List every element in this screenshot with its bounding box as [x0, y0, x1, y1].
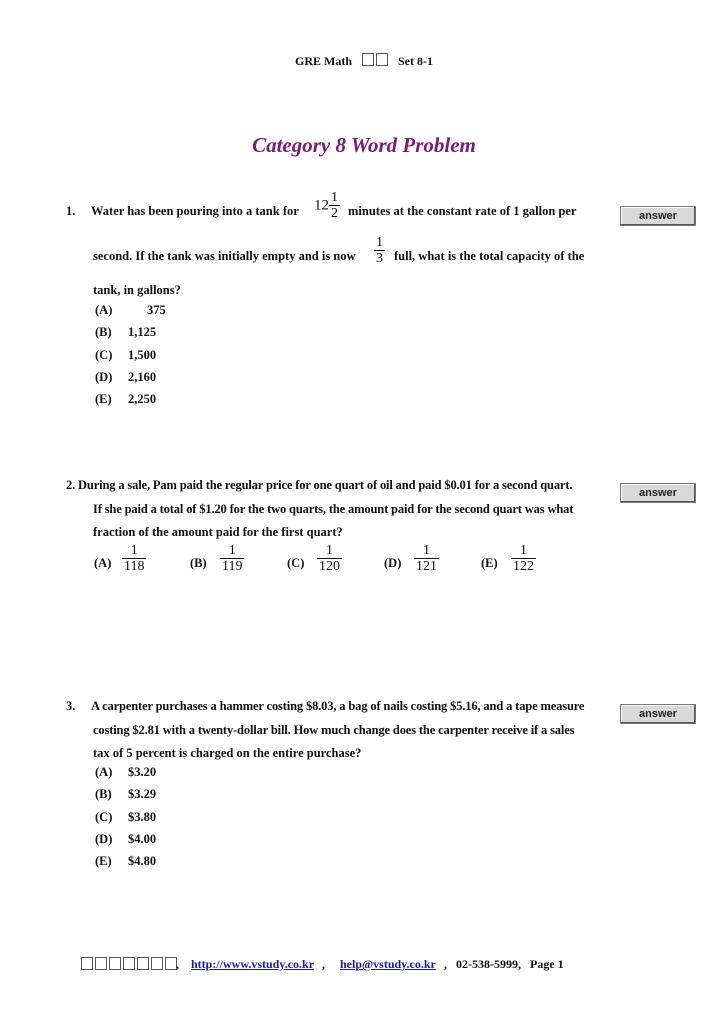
option-label: (D): [384, 556, 402, 570]
option-fraction: [414, 544, 439, 574]
option-label: (B): [95, 787, 112, 801]
option-label: (C): [287, 556, 305, 570]
header-prefix: GRE Math: [295, 54, 352, 68]
q3-line1: A carpenter purchases a hammer costing $8.03, a bag of nails costing $5.16, and a tape measure: [91, 699, 585, 713]
option-fraction: [511, 544, 536, 574]
option-num: 1: [520, 543, 527, 558]
q1-line1-end: minutes at the constant rate of 1 gallon per: [348, 204, 577, 218]
q2-line3: fraction of the amount paid for the first quart?: [93, 525, 343, 539]
option-value: $3.20: [128, 765, 157, 779]
option-label: (A): [95, 303, 113, 317]
q3-line3: tax of 5 percent is charged on the entire purchase?: [93, 746, 362, 760]
q1-frac-num: 1: [376, 235, 383, 250]
option-value: $3.80: [128, 810, 157, 824]
option-value: 1,125: [128, 325, 157, 339]
q2-line1: 2. During a sale, Pam paid the regular price for one quart of oil and paid $0.01 for a second quart.: [66, 478, 573, 492]
footer-separator: ,: [322, 957, 325, 971]
footer-phone-page: , 02-538-5999, Page 1: [444, 957, 564, 971]
q1-mixed-fraction: [329, 191, 340, 221]
option-label: (B): [190, 556, 207, 570]
q1-line2-end: full, what is the total capacity of the: [394, 249, 585, 263]
q3-number: 3.: [66, 699, 76, 713]
option-value: 2,160: [128, 370, 157, 384]
option-value: $4.00: [128, 832, 157, 846]
option-label: (D): [95, 370, 113, 384]
answer-button-q3[interactable]: answer: [620, 704, 696, 724]
page-header: [0, 53, 728, 69]
q1-line3: tank, in gallons?: [93, 283, 181, 297]
missing-glyph-box: [123, 957, 135, 970]
footer-glyph-boxes: [80, 957, 178, 973]
missing-glyph-box: [137, 957, 149, 970]
q1-mixed-number: [314, 191, 340, 221]
header-suffix: Set 8-1: [398, 54, 433, 68]
q1-mixed-num: 1: [331, 190, 338, 205]
option-fraction: [122, 544, 146, 574]
missing-glyph-box: [109, 957, 121, 970]
q1-number: 1.: [66, 204, 76, 218]
option-num: 1: [423, 543, 430, 558]
option-label: (B): [95, 325, 112, 339]
option-label: (A): [94, 556, 112, 570]
option-label: (E): [95, 392, 112, 406]
option-den: 121: [416, 559, 437, 574]
q1-line1-start: Water has been pouring into a tank for: [91, 204, 299, 218]
q2-line2: If she paid a total of $1.20 for the two quarts, the amount paid for the second quart was what: [93, 502, 574, 516]
option-value: 2,250: [128, 392, 157, 406]
option-value: $3.29: [128, 787, 157, 801]
option-label: (D): [95, 832, 113, 846]
q2-options: [94, 544, 594, 584]
q1-mixed-den: 2: [331, 206, 338, 221]
answer-button-q2[interactable]: answer: [620, 483, 696, 503]
q1-line2-start: second. If the tank was initially empty and is now: [93, 249, 356, 263]
answer-button-q1[interactable]: answer: [620, 206, 696, 226]
missing-glyph-box: [151, 957, 163, 970]
option-den: 119: [222, 559, 243, 574]
option-value: 1,500: [128, 348, 157, 362]
option-label: (E): [481, 556, 498, 570]
option-label: (C): [95, 348, 113, 362]
option-fraction: [220, 544, 244, 574]
q1-frac-den: 3: [376, 251, 383, 266]
page-title: Category 8 Word Problem: [252, 133, 476, 157]
option-den: 120: [319, 559, 340, 574]
option-label: (E): [95, 854, 112, 868]
option-label: (A): [95, 765, 113, 779]
q1-fraction-stack: [374, 236, 385, 266]
option-fraction: [317, 544, 342, 574]
option-value: 375: [147, 303, 166, 317]
option-den: 118: [124, 559, 145, 574]
option-den: 122: [513, 559, 534, 574]
q1-fraction: [374, 236, 385, 267]
option-label: (C): [95, 810, 113, 824]
option-value: $4.80: [128, 854, 157, 868]
option-num: 1: [130, 543, 138, 558]
option-num: 1: [228, 543, 236, 558]
footer-website-link[interactable]: http://www.vstudy.co.kr: [191, 957, 315, 971]
option-num: 1: [326, 543, 333, 558]
missing-glyph-box: [81, 957, 93, 970]
missing-glyph-box: [376, 53, 388, 66]
footer-separator: ,: [176, 957, 179, 971]
missing-glyph-box: [362, 53, 374, 66]
missing-glyph-box: [95, 957, 107, 970]
footer-email-link[interactable]: help@vstudy.co.kr: [340, 957, 436, 971]
q3-line2: costing $2.81 with a twenty-dollar bill. How much change does the carpenter receive if a sales: [93, 723, 575, 737]
q1-mixed-whole: 12: [314, 197, 329, 214]
